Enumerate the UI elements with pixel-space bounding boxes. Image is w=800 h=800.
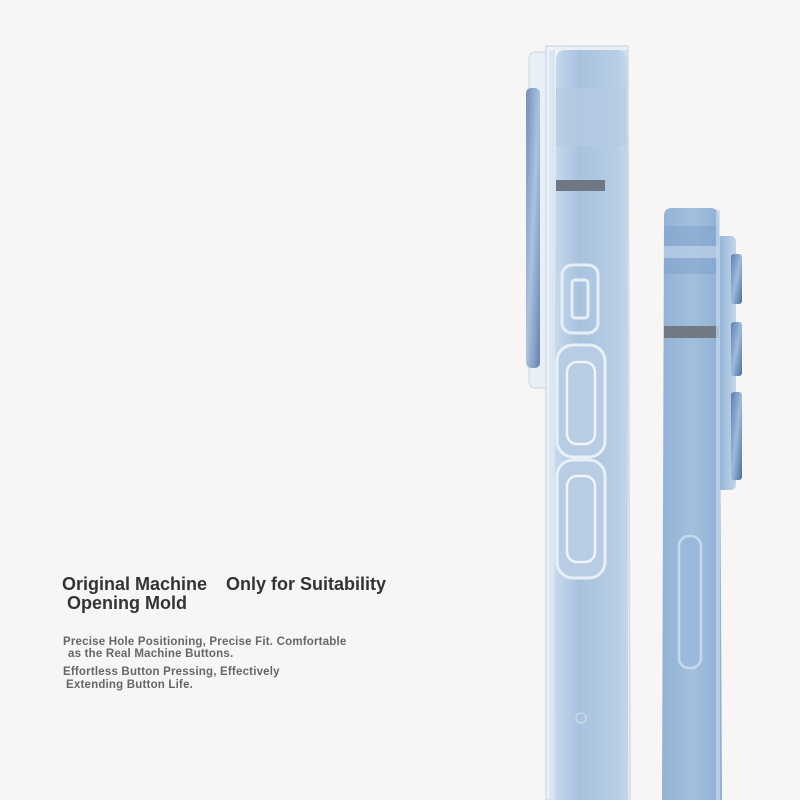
left-phone-antenna-band	[556, 180, 605, 191]
description-paragraph1-line2: as the Real Machine Buttons.	[68, 648, 234, 660]
headline-left-line2: Opening Mold	[67, 593, 187, 613]
right-phone-body	[662, 208, 722, 800]
left-phone-with-case	[526, 46, 630, 800]
side-button-icon	[679, 536, 701, 668]
right-phone-antenna-band	[664, 326, 719, 338]
description-paragraph2-line2: Extending Button Life.	[66, 679, 194, 691]
volume-down-button-icon	[557, 460, 605, 578]
volume-up-button-icon	[557, 345, 605, 457]
right-phone	[662, 208, 742, 800]
camera-lens-right-2	[731, 322, 742, 376]
headline-right: Only for Suitability	[226, 574, 387, 594]
camera-lens-right-3	[731, 392, 742, 480]
description-paragraph1-line1: Precise Hole Positioning, Precise Fit. Comfortable	[63, 636, 347, 648]
camera-lens-left	[526, 88, 540, 368]
description-paragraph2-line1: Effortless Button Pressing, Effectively	[63, 666, 280, 678]
headline-left-line1: Original Machine	[62, 574, 208, 594]
camera-lens-right-1	[731, 254, 742, 304]
